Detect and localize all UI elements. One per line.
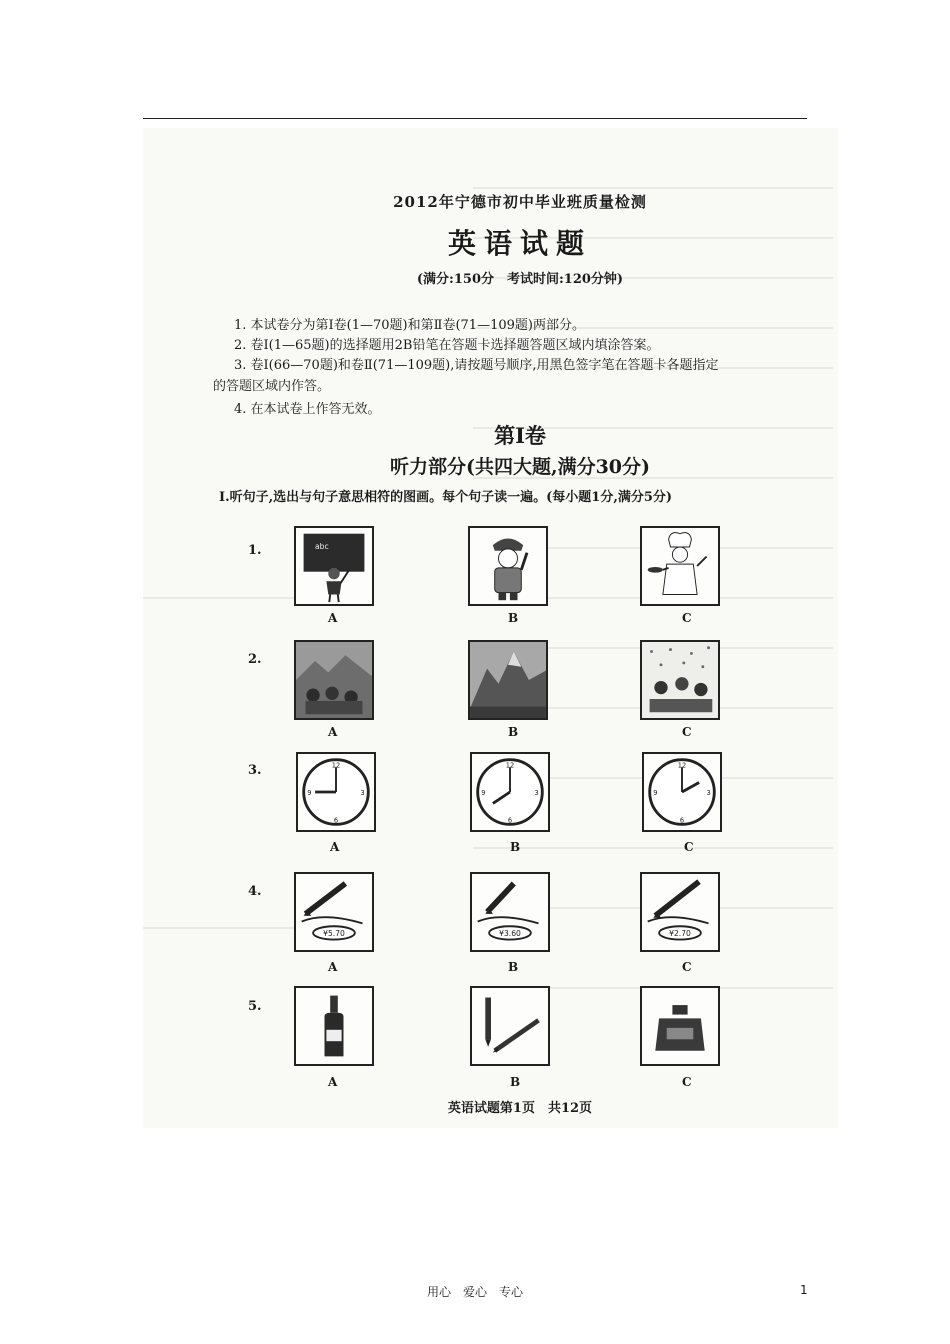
svg-text:12: 12 <box>505 761 515 770</box>
question-number: 2. <box>248 652 262 667</box>
exam-subtitle: 2012年宁德市初中毕业班质量检测 <box>393 193 647 211</box>
svg-text:6: 6 <box>507 816 513 825</box>
option-label: A <box>328 960 338 974</box>
svg-text:6: 6 <box>333 816 339 825</box>
svg-text:9: 9 <box>307 788 312 797</box>
top-rule <box>143 118 807 119</box>
family-picnic-icon[interactable] <box>294 640 374 720</box>
bottle-icon[interactable] <box>294 986 374 1066</box>
note-3-continued: 的答题区域内作答。 <box>213 379 331 394</box>
svg-text:3: 3 <box>534 788 539 797</box>
clock-two-icon[interactable] <box>642 752 722 832</box>
svg-text:abc: abc <box>315 541 329 551</box>
note-4: 4. 在本试卷上作答无效。 <box>234 402 381 417</box>
option-label: A <box>328 1075 338 1089</box>
mountain-scene-icon[interactable] <box>468 640 548 720</box>
question-number: 5. <box>248 999 262 1014</box>
ink-bottle-icon[interactable] <box>640 986 720 1066</box>
police-officer-icon[interactable] <box>468 526 548 606</box>
part-title: 听力部分(共四大题,满分30分) <box>389 456 651 478</box>
svg-text:12: 12 <box>331 761 341 770</box>
clock-nine-icon[interactable] <box>296 752 376 832</box>
svg-text:9: 9 <box>653 788 658 797</box>
note-3: 3. 卷Ⅰ(66—70题)和卷Ⅱ(71—109题),请按题号顺序,用黑色签字笔在答题卡各题指定 <box>234 358 719 373</box>
pen-price-icon[interactable] <box>640 872 720 952</box>
option-label: B <box>510 840 521 854</box>
option-label: B <box>508 960 519 974</box>
option-label: B <box>508 611 519 625</box>
page-number: 1 <box>800 1283 808 1297</box>
svg-text:3: 3 <box>360 788 365 797</box>
question-number: 4. <box>248 884 262 899</box>
score-time-line: (满分:150分 考试时间:120分钟) <box>416 272 624 287</box>
option-label: A <box>328 725 338 739</box>
note-2: 2. 卷Ⅰ(1—65题)的选择题用2B铅笔在答题卡选择题答题区域内填涂答案。 <box>234 338 660 353</box>
clock-eight-icon[interactable] <box>470 752 550 832</box>
volume-title: 第Ⅰ卷 <box>494 423 546 448</box>
option-label: A <box>328 611 338 625</box>
question-number: 3. <box>248 763 262 778</box>
bottom-motto: 用心 爱心 专心 <box>426 1285 523 1299</box>
snow-play-icon[interactable] <box>640 640 720 720</box>
price-tag-text: ¥5.70 <box>323 928 345 938</box>
svg-text:3: 3 <box>706 788 711 797</box>
option-label: C <box>682 1075 692 1089</box>
page-footer: 英语试题第1页 共12页 <box>447 1101 593 1116</box>
teacher-at-blackboard-icon[interactable] <box>294 526 374 606</box>
price-tag-text: ¥3.60 <box>499 928 521 938</box>
option-label: A <box>330 840 340 854</box>
exam-title: 英语试题 <box>447 227 592 260</box>
option-label: C <box>684 840 694 854</box>
section-instruction: Ⅰ.听句子,选出与句子意思相符的图画。每个句子读一遍。(每小题1分,满分5分) <box>219 490 673 505</box>
cook-icon[interactable] <box>640 526 720 606</box>
option-label: C <box>682 725 692 739</box>
option-label: B <box>508 725 519 739</box>
pens-icon[interactable] <box>470 986 550 1066</box>
note-1: 1. 本试卷分为第Ⅰ卷(1—70题)和第Ⅱ卷(71—109题)两部分。 <box>234 318 585 333</box>
svg-text:9: 9 <box>481 788 486 797</box>
pen-price-icon[interactable] <box>294 872 374 952</box>
question-number: 1. <box>248 543 262 558</box>
option-label: C <box>682 960 692 974</box>
price-tag-text: ¥2.70 <box>669 928 691 938</box>
option-label: B <box>510 1075 521 1089</box>
svg-text:6: 6 <box>679 816 685 825</box>
svg-text:12: 12 <box>677 761 687 770</box>
option-label: C <box>682 611 692 625</box>
pen-price-icon[interactable] <box>470 872 550 952</box>
